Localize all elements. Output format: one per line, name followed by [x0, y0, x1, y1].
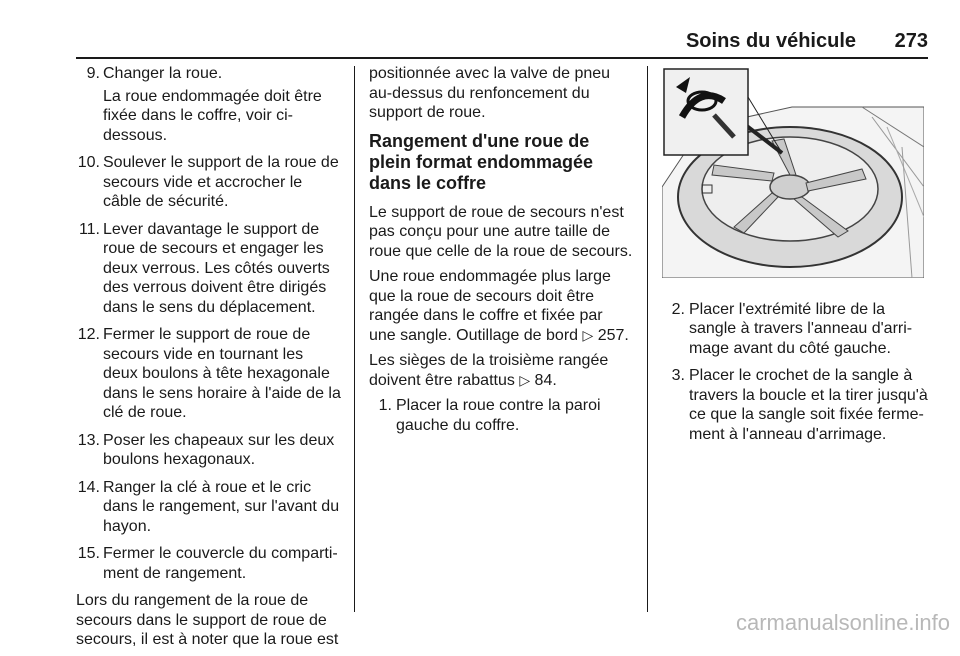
- paragraph: Le support de roue de secours n'est pas conçu pour une autre taille de roue que celle de la roue de secours.: [369, 203, 633, 260]
- continuation-paragraph: positionnée avec la valve de pneu au-dessus du renfoncement du support de roue.: [369, 65, 611, 121]
- paragraph: [369, 351, 633, 390]
- step-number: 2.: [671, 300, 685, 318]
- section-heading: Rangement d'une roue de plein format endommagée dans le coffre: [369, 130, 594, 193]
- header-rule: [76, 57, 928, 59]
- step-number: 11.: [78, 220, 100, 238]
- column-divider-2: [647, 66, 648, 612]
- page-number: 273: [894, 30, 928, 52]
- paragraph-text: Les sièges de la troisième rangée doivent être rabattus: [369, 352, 609, 389]
- column-2: [369, 64, 633, 443]
- step-text: Placer le crochet de la sangle à travers la boucle et la tirer jusqu'à ce que la sangle soit fixée ferme-ment à l'anneau d'arrimage.: [689, 367, 928, 443]
- step-text: Ranger la clé à roue et le cric dans le rangement, sur l'avant du hayon.: [103, 478, 340, 535]
- step-item: [76, 220, 342, 318]
- step-number: 13.: [77, 431, 100, 449]
- step-item: [76, 325, 342, 423]
- page-ref-icon: ▷: [519, 371, 531, 388]
- page-ref-icon: ▷: [582, 326, 594, 343]
- step-number: 10.: [77, 154, 100, 171]
- step-text: Poser les chapeaux sur les deux boulons hexagonaux.: [103, 431, 335, 468]
- step-text: Placer l'extrémité libre de la sangle à travers l'anneau d'arri-mage avant du côté gauche.: [689, 300, 913, 357]
- page-ref-link[interactable]: 84.: [534, 371, 557, 389]
- step-text: Lever davantage le support de roue de secours et engager les deux verrous. Les côtés ouverts des verrous doivent être dirigés dans le sens du déplacement.: [103, 220, 330, 316]
- step-number: 1.: [378, 397, 392, 414]
- step-text: Soulever le support de la roue de secours vide et accrocher le câble de sécurité.: [103, 154, 339, 210]
- paragraph-text: Une roue endommagée plus large que la roue de secours doit être rangée dans le coffre et fixée par une sangle. Outillage de bord: [369, 268, 611, 344]
- step-item: [76, 64, 342, 145]
- watermark: carmanualsonline.info: [735, 610, 950, 635]
- step-text: Placer la roue contre la paroi gauche du coffre.: [396, 397, 601, 434]
- header-title: Soins du véhicule: [685, 30, 856, 52]
- page-ref-link[interactable]: 257.: [597, 326, 629, 344]
- step-item: [665, 366, 930, 444]
- step-item: [76, 478, 342, 537]
- column-1: [76, 64, 342, 656]
- wheel-strap-illustration: [662, 67, 924, 278]
- step-number: 14.: [77, 478, 100, 496]
- step-subtext: La roue endommagée doit être fixée dans le coffre, voir ci-dessous.: [103, 87, 322, 144]
- paragraph: [369, 267, 633, 345]
- step-item: [76, 153, 342, 212]
- step-item: [76, 544, 342, 583]
- column-3: [662, 64, 930, 452]
- step-number: 15.: [77, 545, 100, 562]
- step-item: [372, 396, 633, 435]
- column-divider-1: [354, 66, 355, 612]
- step-number: 9.: [86, 65, 100, 82]
- step-number: 3.: [671, 367, 685, 384]
- step-item: [76, 431, 342, 470]
- closing-paragraph: Lors du rangement de la roue de secours dans le support de roue de secours, il est à noter que la roue est: [76, 592, 339, 648]
- step-item: [665, 300, 930, 359]
- step-text: Fermer le support de roue de secours vide en tournant les deux boulons à tête hexagonale dans le sens horaire à l'aide de la clé de roue.: [103, 326, 341, 421]
- step-text: Changer la roue.: [103, 65, 223, 82]
- step-text: Fermer le couvercle du comparti-ment de rangement.: [103, 545, 338, 582]
- step-number: 12.: [77, 326, 100, 343]
